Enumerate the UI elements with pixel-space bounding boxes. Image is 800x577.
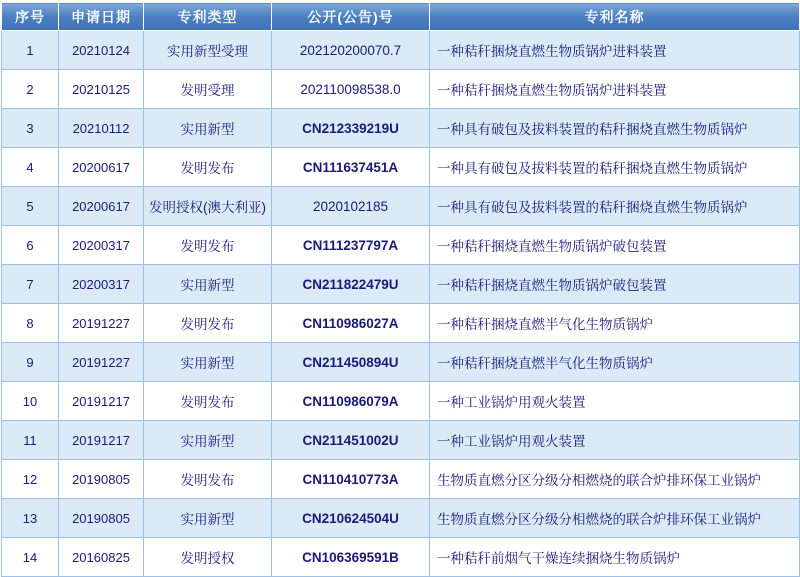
cell-publication-number: CN110410773A	[272, 460, 430, 499]
cell-application-date: 20191227	[59, 343, 144, 382]
cell-patent-name: 一种秸秆捆烧直燃半气化生物质锅炉	[430, 343, 800, 382]
cell-patent-type: 实用新型	[144, 421, 272, 460]
cell-patent-name: 一种秸秆捆烧直燃半气化生物质锅炉	[430, 304, 800, 343]
cell-patent-name: 一种秸秆捆烧直燃生物质锅炉破包装置	[430, 265, 800, 304]
cell-index: 1	[2, 31, 59, 70]
cell-application-date: 20200617	[59, 148, 144, 187]
cell-application-date: 20210124	[59, 31, 144, 70]
cell-index: 3	[2, 109, 59, 148]
cell-index: 10	[2, 382, 59, 421]
table-row	[2, 109, 800, 148]
cell-publication-number: CN212339219U	[272, 109, 430, 148]
cell-index: 6	[2, 226, 59, 265]
cell-patent-name: 一种具有破包及拔料装置的秸秆捆烧直燃生物质锅炉	[430, 109, 800, 148]
cell-patent-type: 发明授权	[144, 538, 272, 577]
cell-patent-type: 实用新型受理	[144, 31, 272, 70]
column-header-patent-name: 专利名称	[430, 3, 800, 31]
table-body	[2, 31, 800, 577]
table-row	[2, 343, 800, 382]
column-header-patent-type: 专利类型	[144, 3, 272, 31]
cell-index: 14	[2, 538, 59, 577]
cell-patent-type: 发明发布	[144, 460, 272, 499]
column-header-publication-number: 公开(公告)号	[272, 3, 430, 31]
column-header-application-date: 申请日期	[59, 3, 144, 31]
table-row	[2, 187, 800, 226]
table-row	[2, 304, 800, 343]
cell-patent-type: 发明发布	[144, 148, 272, 187]
table-row	[2, 148, 800, 187]
cell-publication-number: CN110986027A	[272, 304, 430, 343]
cell-publication-number: CN111237797A	[272, 226, 430, 265]
cell-patent-name: 生物质直燃分区分级分相燃烧的联合炉排环保工业锅炉	[430, 499, 800, 538]
cell-application-date: 20191217	[59, 421, 144, 460]
table-row	[2, 31, 800, 70]
cell-patent-name: 一种具有破包及拔料装置的秸秆捆烧直燃生物质锅炉	[430, 187, 800, 226]
cell-application-date: 20190805	[59, 460, 144, 499]
cell-publication-number: CN211822479U	[272, 265, 430, 304]
table-header	[2, 3, 800, 31]
cell-patent-type: 实用新型	[144, 499, 272, 538]
cell-publication-number: CN211450894U	[272, 343, 430, 382]
table-row	[2, 265, 800, 304]
table-row	[2, 538, 800, 577]
cell-patent-name: 一种工业锅炉用观火装置	[430, 421, 800, 460]
cell-publication-number: 202120200070.7	[272, 31, 430, 70]
cell-patent-name: 一种秸秆前烟气干燥连续捆烧生物质锅炉	[430, 538, 800, 577]
column-header-index: 序号	[2, 3, 59, 31]
cell-publication-number: 2020102185	[272, 187, 430, 226]
cell-patent-name: 生物质直燃分区分级分相燃烧的联合炉排环保工业锅炉	[430, 460, 800, 499]
cell-application-date: 20200317	[59, 265, 144, 304]
cell-index: 9	[2, 343, 59, 382]
cell-application-date: 20191227	[59, 304, 144, 343]
cell-publication-number: 202110098538.0	[272, 70, 430, 109]
cell-patent-type: 发明发布	[144, 304, 272, 343]
cell-patent-type: 实用新型	[144, 265, 272, 304]
cell-patent-type: 发明发布	[144, 382, 272, 421]
cell-patent-name: 一种秸秆捆烧直燃生物质锅炉破包装置	[430, 226, 800, 265]
cell-patent-name: 一种秸秆捆烧直燃生物质锅炉进料装置	[430, 31, 800, 70]
cell-index: 8	[2, 304, 59, 343]
table-header-row	[2, 3, 800, 31]
table-row	[2, 382, 800, 421]
table-row	[2, 226, 800, 265]
cell-application-date: 20190805	[59, 499, 144, 538]
cell-application-date: 20200317	[59, 226, 144, 265]
cell-application-date: 20210125	[59, 70, 144, 109]
cell-publication-number: CN211451002U	[272, 421, 430, 460]
cell-patent-type: 实用新型	[144, 343, 272, 382]
cell-patent-name: 一种秸秆捆烧直燃生物质锅炉进料装置	[430, 70, 800, 109]
cell-application-date: 20160825	[59, 538, 144, 577]
cell-index: 4	[2, 148, 59, 187]
table-row	[2, 70, 800, 109]
cell-index: 2	[2, 70, 59, 109]
cell-index: 5	[2, 187, 59, 226]
cell-publication-number: CN106369591B	[272, 538, 430, 577]
patent-table	[1, 2, 800, 577]
cell-patent-type: 发明受理	[144, 70, 272, 109]
cell-publication-number: CN111637451A	[272, 148, 430, 187]
cell-application-date: 20191217	[59, 382, 144, 421]
table-row	[2, 421, 800, 460]
cell-publication-number: CN210624504U	[272, 499, 430, 538]
cell-index: 13	[2, 499, 59, 538]
cell-patent-name: 一种工业锅炉用观火装置	[430, 382, 800, 421]
cell-application-date: 20210112	[59, 109, 144, 148]
cell-index: 11	[2, 421, 59, 460]
cell-patent-name: 一种具有破包及拔料装置的秸秆捆烧直燃生物质锅炉	[430, 148, 800, 187]
cell-index: 7	[2, 265, 59, 304]
cell-publication-number: CN110986079A	[272, 382, 430, 421]
cell-patent-type: 发明发布	[144, 226, 272, 265]
cell-patent-type: 发明授权(澳大利亚)	[144, 187, 272, 226]
cell-index: 12	[2, 460, 59, 499]
table-row	[2, 499, 800, 538]
cell-patent-type: 实用新型	[144, 109, 272, 148]
cell-application-date: 20200617	[59, 187, 144, 226]
table-row	[2, 460, 800, 499]
